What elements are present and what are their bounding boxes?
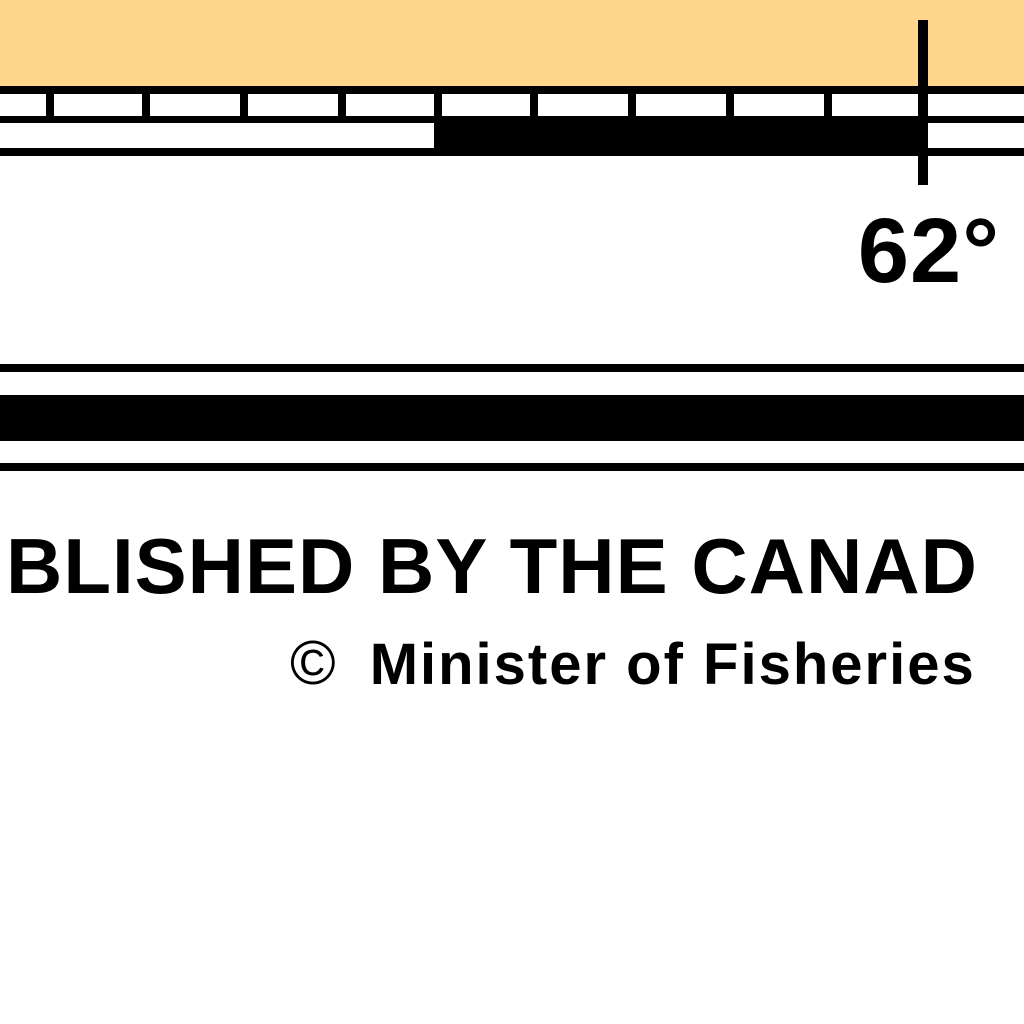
publisher-imprint: BLISHED BY THE CANAD (6, 522, 978, 610)
copyright-holder: Minister of Fisheries (369, 632, 976, 697)
neatline-thick (0, 395, 1024, 441)
copyright-notice (290, 629, 976, 698)
scale-tick (338, 92, 346, 118)
scale-tick (46, 92, 54, 118)
scale-tick (240, 92, 248, 118)
scale-tick (824, 92, 832, 118)
scale-tick (726, 92, 734, 118)
scale-outer-line-top (0, 86, 1024, 94)
scale-tick (142, 92, 150, 118)
neatline-thin-top (0, 364, 1024, 372)
copyright-icon: © (290, 629, 338, 698)
graduated-border-scale (0, 20, 1024, 185)
neatline-thin-bottom (0, 463, 1024, 471)
neatline-frame (0, 364, 1024, 471)
scale-tick (530, 92, 538, 118)
longitude-label: 62° (857, 200, 1000, 302)
scale-tick (628, 92, 636, 118)
scale-filled-segment (434, 121, 920, 151)
meridian-tick-62 (918, 20, 928, 185)
scale-tick (434, 92, 442, 118)
